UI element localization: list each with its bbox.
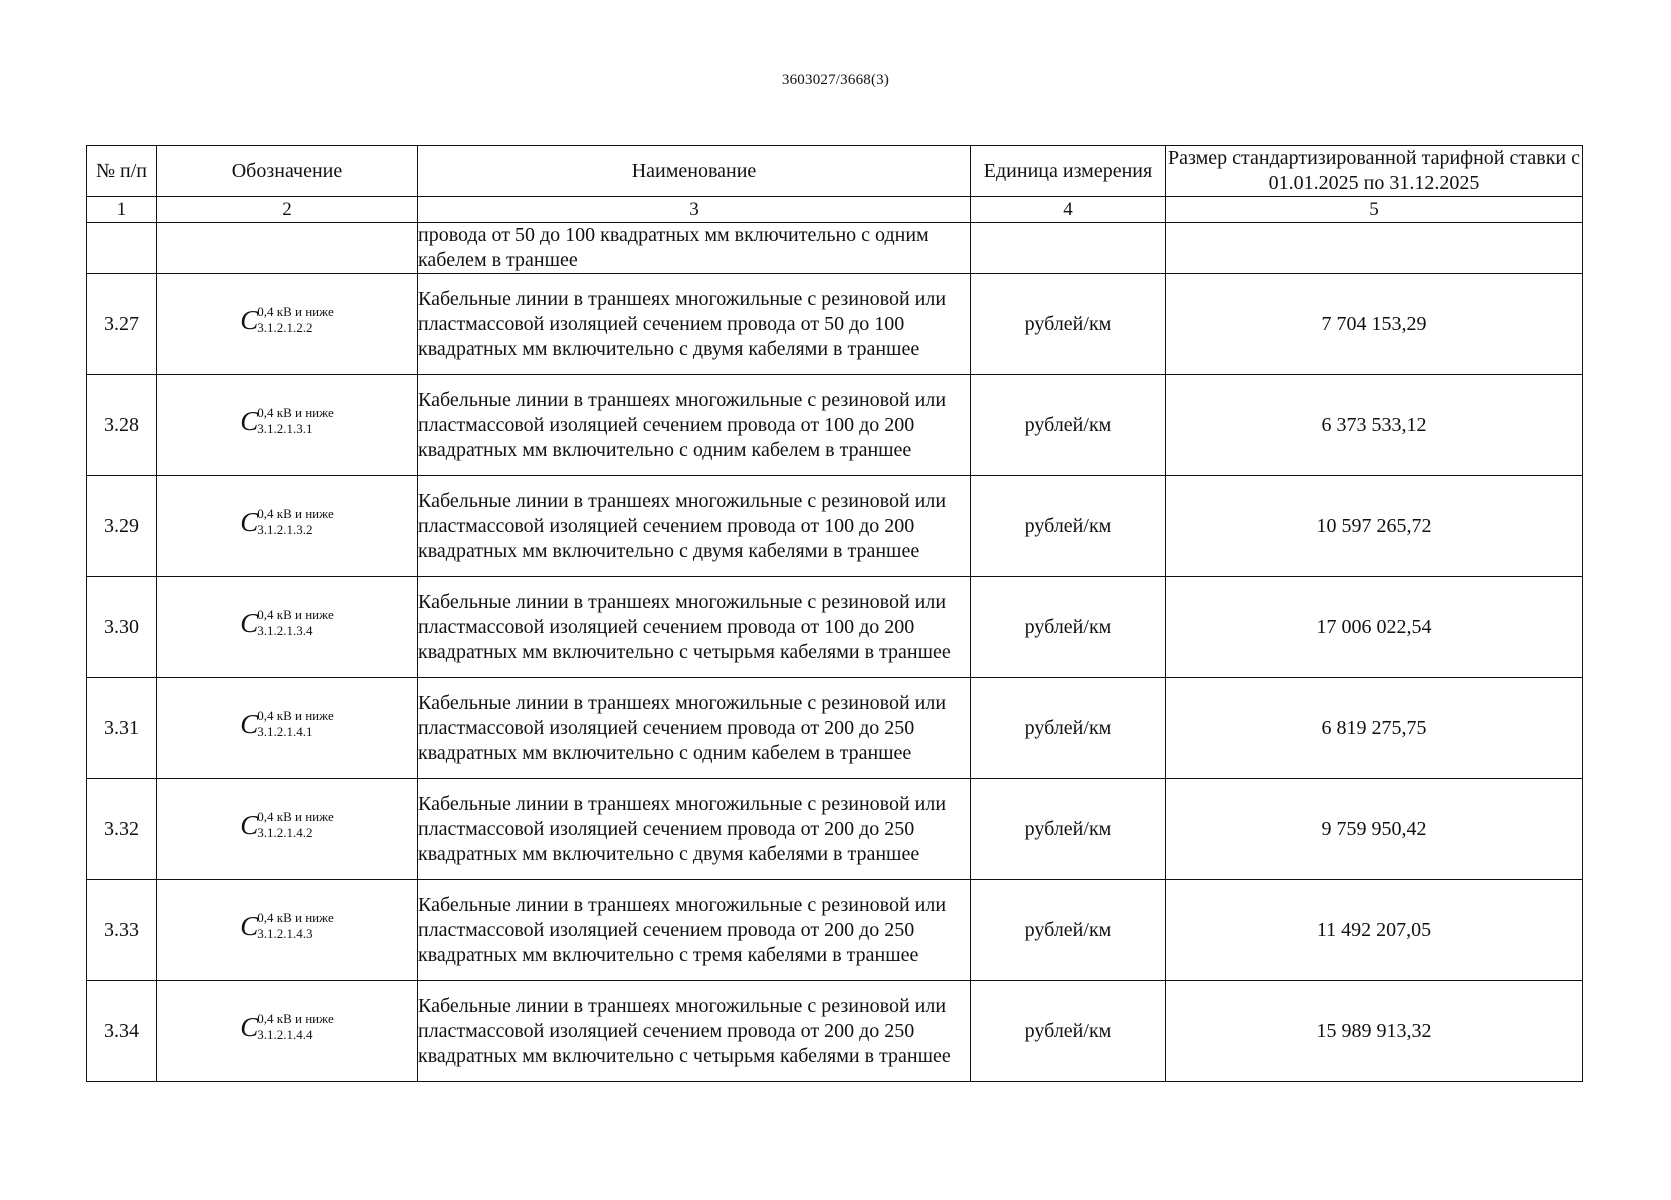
header-unit: Единица измерения: [971, 146, 1166, 197]
formula-letter: C: [240, 608, 259, 638]
cell-rate: 10 597 265,72: [1166, 476, 1583, 577]
formula-letter: C: [240, 709, 259, 739]
formula-superscript: 0,4 кВ и ниже: [257, 910, 334, 925]
cell-name: Кабельные линии в траншеях многожильные с резиновой или пластмассовой изоляцией сечением провода от 100 до 200 квадратных мм включительно с двумя кабелями в траншее: [418, 476, 971, 577]
column-number-row: [87, 197, 1583, 223]
formula-subscript: 3.1.2.1.3.1: [257, 421, 313, 436]
cell-unit: рублей/км: [971, 274, 1166, 375]
cell-name: Кабельные линии в траншеях многожильные с резиновой или пластмассовой изоляцией сечением провода от 50 до 100 квадратных мм включительно с двумя кабелями в траншее: [418, 274, 971, 375]
formula-letter: C: [240, 810, 259, 840]
cell-unit: рублей/км: [971, 981, 1166, 1082]
cell-rate: 15 989 913,32: [1166, 981, 1583, 1082]
formula-superscript: 0,4 кВ и ниже: [257, 405, 334, 420]
cell-name: Кабельные линии в траншеях многожильные с резиновой или пластмассовой изоляцией сечением провода от 200 до 250 квадратных мм включительно с двумя кабелями в траншее: [418, 779, 971, 880]
tariff-code-formula: [240, 506, 333, 546]
table-header-row: [87, 146, 1583, 197]
header-rate: Размер стандартизированной тарифной ставки с 01.01.2025 по 31.12.2025: [1166, 146, 1583, 197]
table-row: [87, 274, 1583, 375]
cell-num: 3.31: [87, 678, 157, 779]
formula-letter: C: [240, 305, 259, 335]
cell-unit: рублей/км: [971, 375, 1166, 476]
tariff-code-formula: [240, 708, 333, 748]
formula-subscript: 3.1.2.1.4.3: [257, 926, 313, 941]
formula-subscript: 3.1.2.1.4.1: [257, 724, 313, 739]
formula-superscript: 0,4 кВ и ниже: [257, 506, 334, 521]
formula-superscript: 0,4 кВ и ниже: [257, 708, 334, 723]
cell-unit: рублей/км: [971, 880, 1166, 981]
cell-name: Кабельные линии в траншеях многожильные с резиновой или пластмассовой изоляцией сечением провода от 200 до 250 квадратных мм включительно с четырьмя кабелями в траншее: [418, 981, 971, 1082]
cell-unit: [971, 223, 1166, 274]
formula-superscript: 0,4 кВ и ниже: [257, 1011, 334, 1026]
cell-code: [157, 981, 418, 1082]
formula-superscript: 0,4 кВ и ниже: [257, 607, 334, 622]
cell-unit: рублей/км: [971, 779, 1166, 880]
formula-letter: C: [240, 1012, 259, 1042]
formula-subscript: 3.1.2.1.3.2: [257, 522, 313, 537]
header-code: Обозначение: [157, 146, 418, 197]
formula-superscript: 0,4 кВ и ниже: [257, 304, 334, 319]
cell-code: [157, 779, 418, 880]
tariff-code-formula: [240, 809, 333, 849]
cell-unit: рублей/км: [971, 577, 1166, 678]
cell-num: 3.30: [87, 577, 157, 678]
table-row: [87, 779, 1583, 880]
cell-code: [157, 223, 418, 274]
cell-unit: рублей/км: [971, 678, 1166, 779]
column-number: 1: [87, 197, 157, 223]
tariff-code-formula: [240, 405, 333, 445]
tariff-code-formula: [240, 1011, 333, 1051]
tariff-table: [86, 145, 1583, 1082]
table-row: [87, 678, 1583, 779]
formula-subscript: 3.1.2.1.4.2: [257, 825, 313, 840]
cell-num: 3.34: [87, 981, 157, 1082]
cell-name: Кабельные линии в траншеях многожильные с резиновой или пластмассовой изоляцией сечением провода от 100 до 200 квадратных мм включительно с четырьмя кабелями в траншее: [418, 577, 971, 678]
cell-rate: 6 819 275,75: [1166, 678, 1583, 779]
document-id: 3603027/3668(3): [781, 72, 890, 88]
cell-num: 3.28: [87, 375, 157, 476]
header-name: Наименование: [418, 146, 971, 197]
cell-num: 3.32: [87, 779, 157, 880]
formula-letter: C: [240, 507, 259, 537]
cell-rate: 9 759 950,42: [1166, 779, 1583, 880]
cell-name: Кабельные линии в траншеях многожильные с резиновой или пластмассовой изоляцией сечением провода от 200 до 250 квадратных мм включительно с тремя кабелями в траншее: [418, 880, 971, 981]
tariff-code-formula: [240, 304, 333, 344]
cell-code: [157, 880, 418, 981]
cell-code: [157, 678, 418, 779]
tariff-code-formula: [240, 607, 333, 647]
column-number: 2: [157, 197, 418, 223]
table-row: [87, 577, 1583, 678]
cell-rate: [1166, 223, 1583, 274]
cell-code: [157, 274, 418, 375]
cell-num: 3.29: [87, 476, 157, 577]
cell-rate: 7 704 153,29: [1166, 274, 1583, 375]
table-row: [87, 476, 1583, 577]
formula-subscript: 3.1.2.1.3.4: [257, 623, 313, 638]
table-row: [87, 880, 1583, 981]
cell-name: провода от 50 до 100 квадратных мм включительно с одним кабелем в траншее: [418, 223, 971, 274]
cell-code: [157, 375, 418, 476]
cell-code: [157, 577, 418, 678]
cell-name: Кабельные линии в траншеях многожильные с резиновой или пластмассовой изоляцией сечением провода от 100 до 200 квадратных мм включительно с одним кабелем в траншее: [418, 375, 971, 476]
header-num: № п/п: [87, 146, 157, 197]
formula-subscript: 3.1.2.1.4.4: [257, 1027, 313, 1042]
cell-rate: 6 373 533,12: [1166, 375, 1583, 476]
cell-num: [87, 223, 157, 274]
cell-num: 3.27: [87, 274, 157, 375]
cell-unit: рублей/км: [971, 476, 1166, 577]
column-number: 3: [418, 197, 971, 223]
cell-rate: 11 492 207,05: [1166, 880, 1583, 981]
cell-name: Кабельные линии в траншеях многожильные с резиновой или пластмассовой изоляцией сечением провода от 200 до 250 квадратных мм включительно с одним кабелем в траншее: [418, 678, 971, 779]
cell-num: 3.33: [87, 880, 157, 981]
tariff-code-formula: [240, 910, 333, 950]
column-number: 5: [1166, 197, 1583, 223]
formula-letter: C: [240, 406, 259, 436]
formula-superscript: 0,4 кВ и ниже: [257, 809, 334, 824]
formula-letter: C: [240, 911, 259, 941]
table-row: [87, 375, 1583, 476]
cell-code: [157, 476, 418, 577]
formula-subscript: 3.1.2.1.2.2: [257, 320, 313, 335]
table-row: [87, 981, 1583, 1082]
cell-rate: 17 006 022,54: [1166, 577, 1583, 678]
column-number: 4: [971, 197, 1166, 223]
continuation-row: [87, 223, 1583, 274]
